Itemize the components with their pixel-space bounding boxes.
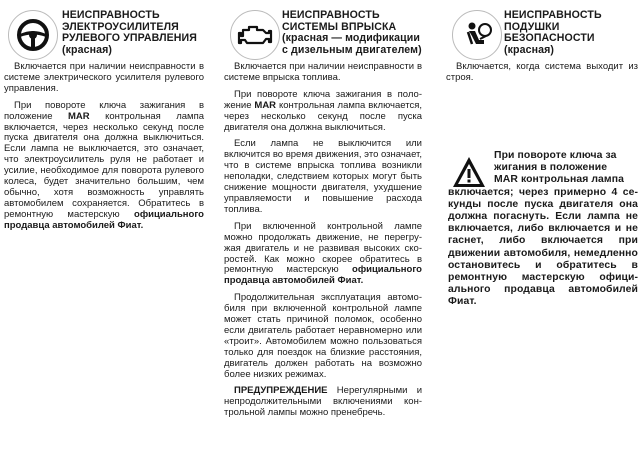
paragraph: При повороте ключа зажигания в положение MAR контрольная лампа включается, через несколько секунд после пуска двигателя она должна выключиться. bbox=[224, 88, 422, 133]
paragraph: Включается при наличии неисправности в системе впрыска топлива. bbox=[224, 61, 422, 83]
airbag-passenger-icon bbox=[452, 10, 502, 60]
paragraph: Если лампа не выключится или включится во время движения, это означает, что в системе впрыска топлива возникли неполадки, следствием которых могут быть снижение мощности двигателя, ухудшение управляемости и повышение расхода топлива. bbox=[224, 138, 422, 215]
column-injection-system bbox=[224, 0, 422, 419]
paragraph: Продолжительная эксплуатация автомобиля при включенной контрольной лампе может стать причиной поломок, особенно если двигатель работает неравномерно или «троит». Автомобилем можно пользоваться только для поездок на близкие расстояния, двигатель должен работать на возможно более низких режимах. bbox=[224, 292, 422, 380]
paragraph: Включается, когда система выходит из строя. bbox=[446, 61, 638, 83]
paragraph: При повороте ключа зажигания в положение MAR контрольная лампа включается, через несколько секунд после пуска двигателя она должна выключиться. Если лампа не выключается, это означает, что электроусилитель руля не работает и усилие, необходимое для поворота рулевого колеса, будет значительно большим, чем обычно, хотя возможность управлять автомобилем сохраняется. Обратитесь в ремонтную мастерскую официального продавца автомобилей Фиат. bbox=[4, 99, 204, 231]
paragraph: При включенной контрольной лампе можно продолжать движение, не перегружая двигатель и не развивая высоких скоростей. Как можно скорее обратитесь в ремонтную мастерскую официального продавца автомобилей Фиат. bbox=[224, 220, 422, 287]
warning-block bbox=[448, 150, 638, 309]
column-airbag bbox=[446, 0, 638, 84]
steering-wheel-icon bbox=[8, 10, 58, 60]
paragraph: Включается при наличии неисправности в системе электрического усилителя рулевого управления. bbox=[4, 61, 204, 94]
engine-icon bbox=[230, 10, 280, 60]
warning-text: При повороте ключа за жигания в положение MAR контрольная лампа включается; через примерно 4 секунды после пуска двигателя она должна погаснуть. Если лампа не включается, либо включается и не гаснет, либо включается при движении автомобиля, немедленно остановитесь и обратитесь в ремонтную мастерскую официального продавца автомобилей Фиат. bbox=[448, 150, 638, 308]
section-header bbox=[224, 0, 422, 62]
column-power-steering bbox=[4, 0, 204, 232]
section-header bbox=[446, 0, 638, 62]
warning-note: ПРЕДУПРЕЖДЕНИЕ Нерегулярными и непродолжительными включениями контрольной лампы можно пренебречь. bbox=[224, 385, 422, 419]
section-title: НЕИСПРАВНОСТЬ СИСТЕМЫ ВПРЫСКА (красная — модификации с дизельным двигателем) bbox=[282, 9, 422, 56]
section-header bbox=[4, 0, 204, 62]
warning-triangle-icon bbox=[452, 156, 486, 188]
section-title: НЕИСПРАВНОСТЬ ЭЛЕКТРОУСИЛИТЕЛЯ РУЛЕВОГО УПРАВЛЕНИЯ (красная) bbox=[62, 9, 197, 56]
section-title: НЕИСПРАВНОСТЬ ПОДУШКИ БЕЗОПАСНОСТИ (красная) bbox=[504, 9, 602, 56]
